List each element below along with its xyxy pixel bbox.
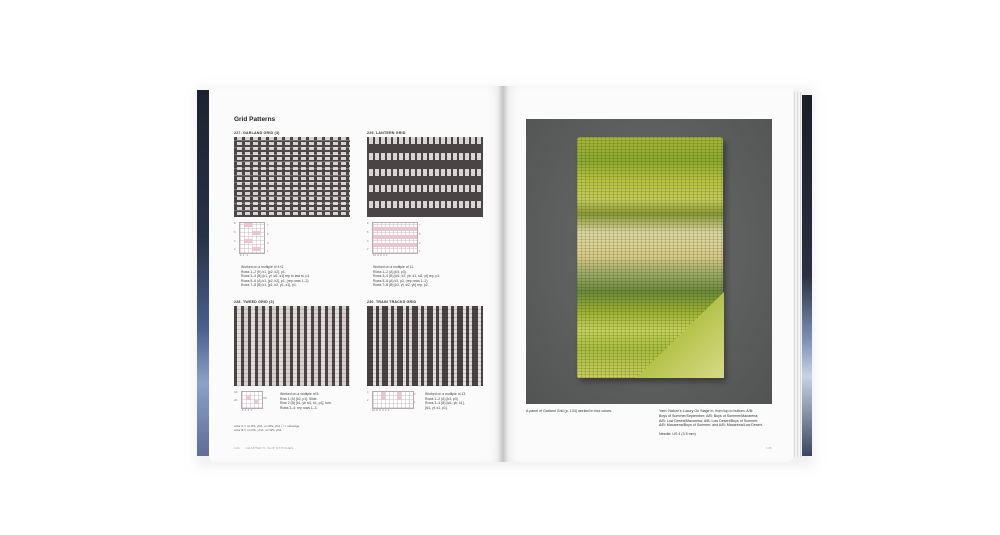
pattern-notes-227: Worked on a multiple of 4+2. Rows 1–2 (K) k1, [p2, k2], p1. Rows 3–4 (B) [k1, yf, sl1, k1] rep to last st, p1. Rows 5–6 (A) k1, [p2, k2], p1, (rep rows 1–2) Rows 7–8 (B) k1, [p1, k2, p1, k1], p1. bbox=[241, 265, 311, 288]
left-page-number: 134 bbox=[234, 446, 240, 450]
swatch-photo-garland-grid bbox=[234, 137, 350, 217]
swatch-photo-tweed-grid bbox=[234, 306, 350, 386]
pattern-title-227: 227. GARLAND GRID (3) bbox=[234, 131, 280, 135]
pattern-notes-229: Worked on a multiple of 11. Rows 1–2 (A) [k3, p3]. Rows 3–4 (B) [sl1, k2, yb, k1, sl2, yf] rep, p1. Rows 5–6 (A) k3, p3, (rep rows 1–2) Rows 7–8 (B) [k2, yf, sl2, yb] rep, p2. bbox=[373, 265, 441, 288]
section-title: Grid Patterns bbox=[234, 116, 276, 123]
chapter-label: CHAPTER 5: SLIP STITCHES bbox=[245, 446, 294, 450]
needle-details: Needle: US 4 (3.5 mm) bbox=[659, 432, 696, 437]
pattern-notes-228: Worked on a multiple of 5. Row 1 (A) [k2, p1]. Slide. Row 2 (B) [k1, yb sl1, k1, p1], turn. Rows 3–4: rep rows 1–3. bbox=[280, 392, 333, 410]
stitch-chart-228: 4/6 2/1 3/4 6 4 2 1 bbox=[234, 391, 267, 412]
right-page-number: 135 bbox=[766, 446, 772, 450]
book-gutter bbox=[498, 86, 508, 462]
stitch-chart-227: 8 6 4 2 7 5 3 1 6 4 1 bbox=[234, 222, 269, 257]
photo-caption: A panel of Garland Grid (p. 134) worked in four colors. bbox=[526, 409, 613, 413]
stitch-chart-230: 4 2 3 1 10 8 6 4 2 1 bbox=[367, 391, 416, 412]
chart-legend: color A ▽ on RS, yfs1, on WS, yfs1 ☐ = selvedge color B ▽ on RS, yf s1, on WS, yfs1 bbox=[234, 424, 300, 433]
yarn-details: Yarn: Nature's Luxury On Stage in, from top to bottom: A/B: Boys of Summer/September; A/B: Boys of Summer/Macarena; A/B: Low Desert/Macarena; A/B: Low Desert/Boys of Summer; A/B: Macarena/Boys of Summer, and A/B: Macarena/Low Desert. Needle: US 4 (3.5 mm) bbox=[659, 409, 763, 437]
swatch-photo-train-tracks-grid bbox=[367, 306, 483, 386]
pattern-title-230: 230. TRAIN TRACKS GRID bbox=[367, 300, 417, 304]
swatch-photo-lantern-grid bbox=[367, 137, 483, 217]
left-page-footer bbox=[234, 446, 293, 450]
stitch-chart-229: 8 6 4 2 7 5 3 1 10 8 6 4 2 bbox=[367, 222, 421, 257]
pattern-notes-230: Worked on a multiple of 13. Rows 1–2 (A) [k3, p3]. Rows 3–4 (B) [sl1, yb, k1], [sl1, yf, k1, p1]. bbox=[425, 392, 467, 410]
pattern-title-229: 229. LANTERN GRID bbox=[367, 131, 406, 135]
pattern-title-228: 228. TWEED GRID (3) bbox=[234, 300, 275, 304]
